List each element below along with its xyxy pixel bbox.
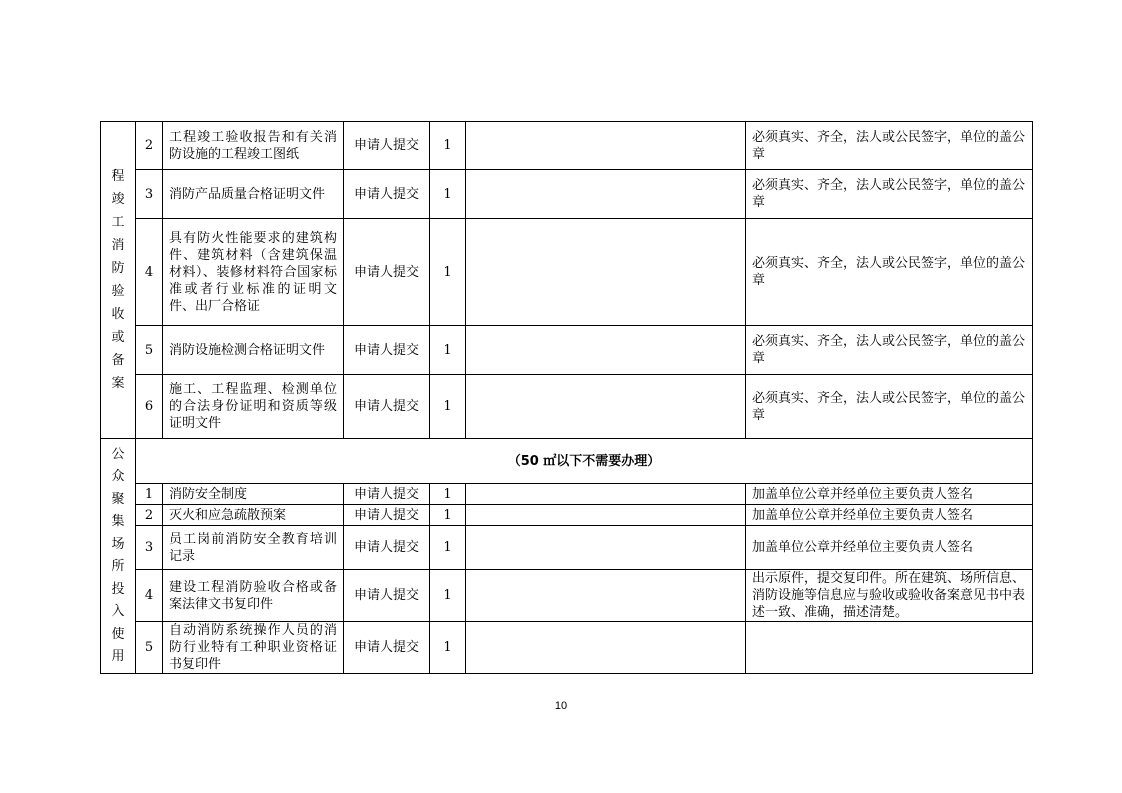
section-completion-acceptance [101, 122, 1033, 439]
row-number: 6 [136, 375, 163, 439]
row-number: 4 [136, 570, 163, 622]
row-number: 3 [136, 170, 163, 219]
table-row [101, 505, 1033, 526]
table-row [101, 170, 1033, 219]
blank-cell [466, 484, 746, 505]
blank-cell [466, 122, 746, 170]
section-label: 公众聚集场所投入使用 [111, 446, 125, 664]
blank-cell [466, 526, 746, 570]
material-name: 灭火和应急疏散预案 [163, 505, 344, 526]
blank-cell [466, 375, 746, 439]
requirement-note: 必须真实、齐全，法人或公民签字，单位的盖公章 [746, 326, 1033, 375]
submitter: 申请人提交 [344, 219, 430, 326]
requirement-note: 加盖单位公章并经单位主要负责人签名 [746, 526, 1033, 570]
material-name: 消防安全制度 [163, 484, 344, 505]
requirement-note: 加盖单位公章并经单位主要负责人签名 [746, 505, 1033, 526]
requirement-note [746, 622, 1033, 674]
copy-count: 1 [430, 526, 466, 570]
submitter: 申请人提交 [344, 505, 430, 526]
submitter: 申请人提交 [344, 375, 430, 439]
copy-count: 1 [430, 122, 466, 170]
section-public-venue-use [101, 439, 1033, 674]
section-banner: （50 ㎡以下不需要办理） [136, 439, 1033, 484]
blank-cell [466, 570, 746, 622]
material-name: 消防设施检测合格证明文件 [163, 326, 344, 375]
copy-count: 1 [430, 326, 466, 375]
table-row [101, 484, 1033, 505]
section-label-cell [101, 439, 136, 674]
blank-cell [466, 326, 746, 375]
materials-table [100, 121, 1033, 674]
blank-cell [466, 219, 746, 326]
submitter: 申请人提交 [344, 170, 430, 219]
submitter: 申请人提交 [344, 622, 430, 674]
table-row [101, 526, 1033, 570]
section-label: 程竣工消防验收或备案 [111, 169, 125, 391]
requirement-note: 必须真实、齐全，法人或公民签字，单位的盖公章 [746, 375, 1033, 439]
table-row [101, 326, 1033, 375]
submitter: 申请人提交 [344, 526, 430, 570]
requirement-note: 必须真实、齐全，法人或公民签字，单位的盖公章 [746, 219, 1033, 326]
copy-count: 1 [430, 505, 466, 526]
row-number: 5 [136, 622, 163, 674]
blank-cell [466, 505, 746, 526]
page-number: 10 [554, 700, 568, 712]
copy-count: 1 [430, 622, 466, 674]
copy-count: 1 [430, 170, 466, 219]
blank-cell [466, 170, 746, 219]
material-name: 工程竣工验收报告和有关消防设施的工程竣工图纸 [163, 122, 344, 170]
copy-count: 1 [430, 375, 466, 439]
material-name: 消防产品质量合格证明文件 [163, 170, 344, 219]
banner-row [101, 439, 1033, 484]
submitter: 申请人提交 [344, 484, 430, 505]
blank-cell [466, 622, 746, 674]
row-number: 1 [136, 484, 163, 505]
table-row [101, 219, 1033, 326]
table-row [101, 122, 1033, 170]
table-row [101, 375, 1033, 439]
row-number: 5 [136, 326, 163, 375]
row-number: 2 [136, 505, 163, 526]
table-row [101, 570, 1033, 622]
submitter: 申请人提交 [344, 326, 430, 375]
requirement-note: 必须真实、齐全，法人或公民签字，单位的盖公章 [746, 170, 1033, 219]
copy-count: 1 [430, 570, 466, 622]
material-name: 具有防火性能要求的建筑构件、建筑材料（含建筑保温材料）、装修材料符合国家标准或者行业标准的证明文件、出厂合格证 [163, 219, 344, 326]
copy-count: 1 [430, 219, 466, 326]
row-number: 2 [136, 122, 163, 170]
submitter: 申请人提交 [344, 570, 430, 622]
row-number: 3 [136, 526, 163, 570]
material-name: 建设工程消防验收合格或备案法律文书复印件 [163, 570, 344, 622]
requirement-note: 出示原件，提交复印件。所在建筑、场所信息、消防设施等信息应与验收或验收备案意见书中表述一致、准确，描述清楚。 [746, 570, 1033, 622]
material-name: 员工岗前消防安全教育培训记录 [163, 526, 344, 570]
table-row [101, 622, 1033, 674]
submitter: 申请人提交 [344, 122, 430, 170]
requirement-note: 加盖单位公章并经单位主要负责人签名 [746, 484, 1033, 505]
material-name: 自动消防系统操作人员的消防行业特有工种职业资格证书复印件 [163, 622, 344, 674]
row-number: 4 [136, 219, 163, 326]
requirement-note: 必须真实、齐全，法人或公民签字，单位的盖公章 [746, 122, 1033, 170]
section-label-cell [101, 122, 136, 439]
material-name: 施工、工程监理、检测单位的合法身份证明和资质等级证明文件 [163, 375, 344, 439]
copy-count: 1 [430, 484, 466, 505]
